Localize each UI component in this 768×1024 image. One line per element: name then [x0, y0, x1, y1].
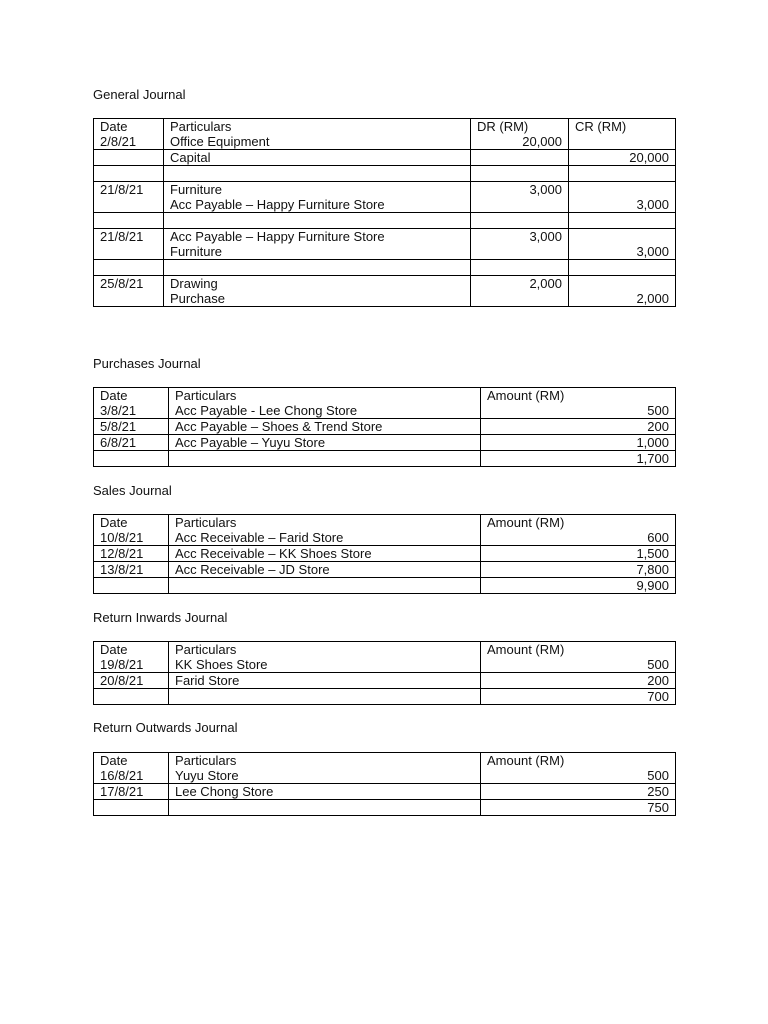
particulars-cell: KK Shoes Store: [169, 657, 481, 673]
cr-cell: [569, 229, 676, 245]
amount-cell: 500: [481, 768, 676, 784]
date-cell: [94, 244, 164, 260]
particulars-cell: Acc Payable – Happy Furniture Store: [164, 229, 471, 245]
total-particulars-cell: [169, 451, 481, 467]
date-cell: [94, 150, 164, 166]
sales-journal-table: [93, 514, 676, 594]
date-cell: 20/8/21: [94, 673, 169, 689]
particulars-cell: Drawing: [164, 276, 471, 292]
sales-journal-title: Sales Journal: [93, 483, 172, 498]
cr-cell: [569, 260, 676, 276]
dr-cell: [471, 213, 569, 229]
dr-cell: [471, 150, 569, 166]
particulars-cell: [164, 166, 471, 182]
header-amount: Amount (RM): [481, 388, 676, 404]
particulars-cell: [164, 213, 471, 229]
header-amount: Amount (RM): [481, 642, 676, 658]
dr-cell: [471, 260, 569, 276]
header-date: Date: [94, 119, 164, 135]
header-dr: DR (RM): [471, 119, 569, 135]
particulars-cell: Purchase: [164, 291, 471, 307]
cr-cell: [569, 182, 676, 198]
date-cell: 10/8/21: [94, 530, 169, 546]
header-particulars: Particulars: [164, 119, 471, 135]
particulars-cell: Acc Payable – Happy Furniture Store: [164, 197, 471, 213]
particulars-cell: Acc Payable – Shoes & Trend Store: [169, 419, 481, 435]
date-cell: [94, 291, 164, 307]
dr-cell: [471, 197, 569, 213]
dr-cell: 2,000: [471, 276, 569, 292]
total-amount-cell: 700: [481, 689, 676, 705]
total-amount-cell: 9,900: [481, 578, 676, 594]
dr-cell: 3,000: [471, 229, 569, 245]
particulars-cell: Acc Receivable – KK Shoes Store: [169, 546, 481, 562]
particulars-cell: Acc Payable – Yuyu Store: [169, 435, 481, 451]
amount-cell: 1,000: [481, 435, 676, 451]
return-inwards-journal-title: Return Inwards Journal: [93, 610, 228, 625]
total-particulars-cell: [169, 800, 481, 816]
table-row: [94, 291, 676, 307]
dr-cell: [471, 244, 569, 260]
total-particulars-cell: [169, 578, 481, 594]
header-cr: CR (RM): [569, 119, 676, 135]
table-row: [94, 213, 676, 229]
header-amount: Amount (RM): [481, 753, 676, 769]
dr-cell: [471, 291, 569, 307]
date-cell: 25/8/21: [94, 276, 164, 292]
table-row: [94, 546, 676, 562]
dr-cell: [471, 166, 569, 182]
return-outwards-journal-title: Return Outwards Journal: [93, 720, 238, 735]
date-cell: 13/8/21: [94, 562, 169, 578]
table-header-row: [94, 642, 676, 658]
cr-cell: [569, 166, 676, 182]
total-particulars-cell: [169, 689, 481, 705]
total-amount-cell: 1,700: [481, 451, 676, 467]
table-row: [94, 182, 676, 198]
cr-cell: [569, 134, 676, 150]
date-cell: 19/8/21: [94, 657, 169, 673]
table-row: [94, 197, 676, 213]
particulars-cell: Acc Payable - Lee Chong Store: [169, 403, 481, 419]
return-inwards-journal-table: [93, 641, 676, 705]
dr-cell: 3,000: [471, 182, 569, 198]
cr-cell: [569, 213, 676, 229]
header-amount: Amount (RM): [481, 515, 676, 531]
amount-cell: 500: [481, 657, 676, 673]
header-particulars: Particulars: [169, 515, 481, 531]
general-journal-table: [93, 118, 676, 307]
particulars-cell: Yuyu Store: [169, 768, 481, 784]
table-row: [94, 562, 676, 578]
table-header-row: [94, 515, 676, 531]
particulars-cell: Capital: [164, 150, 471, 166]
cr-cell: 20,000: [569, 150, 676, 166]
date-cell: [94, 260, 164, 276]
total-row: [94, 451, 676, 467]
header-date: Date: [94, 388, 169, 404]
table-row: [94, 244, 676, 260]
date-cell: 17/8/21: [94, 784, 169, 800]
table-row: [94, 435, 676, 451]
date-cell: 21/8/21: [94, 182, 164, 198]
date-cell: 3/8/21: [94, 403, 169, 419]
table-row: [94, 229, 676, 245]
total-date-cell: [94, 689, 169, 705]
general-journal-title: General Journal: [93, 87, 186, 102]
date-cell: 21/8/21: [94, 229, 164, 245]
total-row: [94, 800, 676, 816]
table-row: [94, 768, 676, 784]
amount-cell: 200: [481, 419, 676, 435]
table-row: [94, 166, 676, 182]
date-cell: 2/8/21: [94, 134, 164, 150]
table-row: [94, 134, 676, 150]
header-date: Date: [94, 753, 169, 769]
amount-cell: 1,500: [481, 546, 676, 562]
cr-cell: 2,000: [569, 291, 676, 307]
dr-cell: 20,000: [471, 134, 569, 150]
date-cell: [94, 166, 164, 182]
cr-cell: 3,000: [569, 244, 676, 260]
particulars-cell: Acc Receivable – JD Store: [169, 562, 481, 578]
header-particulars: Particulars: [169, 388, 481, 404]
purchases-journal-table: [93, 387, 676, 467]
amount-cell: 7,800: [481, 562, 676, 578]
particulars-cell: Furniture: [164, 182, 471, 198]
amount-cell: 200: [481, 673, 676, 689]
amount-cell: 250: [481, 784, 676, 800]
date-cell: 6/8/21: [94, 435, 169, 451]
total-date-cell: [94, 578, 169, 594]
total-row: [94, 689, 676, 705]
particulars-cell: Farid Store: [169, 673, 481, 689]
table-header-row: [94, 119, 676, 135]
table-row: [94, 150, 676, 166]
date-cell: [94, 197, 164, 213]
particulars-cell: Lee Chong Store: [169, 784, 481, 800]
table-row: [94, 260, 676, 276]
table-row: [94, 276, 676, 292]
particulars-cell: Furniture: [164, 244, 471, 260]
table-header-row: [94, 753, 676, 769]
particulars-cell: [164, 260, 471, 276]
table-row: [94, 419, 676, 435]
purchases-journal-title: Purchases Journal: [93, 356, 201, 371]
table-header-row: [94, 388, 676, 404]
return-outwards-journal-table: [93, 752, 676, 816]
header-date: Date: [94, 515, 169, 531]
header-particulars: Particulars: [169, 753, 481, 769]
date-cell: 5/8/21: [94, 419, 169, 435]
header-particulars: Particulars: [169, 642, 481, 658]
particulars-cell: Office Equipment: [164, 134, 471, 150]
date-cell: 16/8/21: [94, 768, 169, 784]
total-date-cell: [94, 451, 169, 467]
table-row: [94, 657, 676, 673]
cr-cell: [569, 276, 676, 292]
amount-cell: 600: [481, 530, 676, 546]
amount-cell: 500: [481, 403, 676, 419]
date-cell: 12/8/21: [94, 546, 169, 562]
table-row: [94, 784, 676, 800]
table-row: [94, 673, 676, 689]
date-cell: [94, 213, 164, 229]
header-date: Date: [94, 642, 169, 658]
cr-cell: 3,000: [569, 197, 676, 213]
total-row: [94, 578, 676, 594]
table-row: [94, 403, 676, 419]
table-row: [94, 530, 676, 546]
total-date-cell: [94, 800, 169, 816]
total-amount-cell: 750: [481, 800, 676, 816]
particulars-cell: Acc Receivable – Farid Store: [169, 530, 481, 546]
